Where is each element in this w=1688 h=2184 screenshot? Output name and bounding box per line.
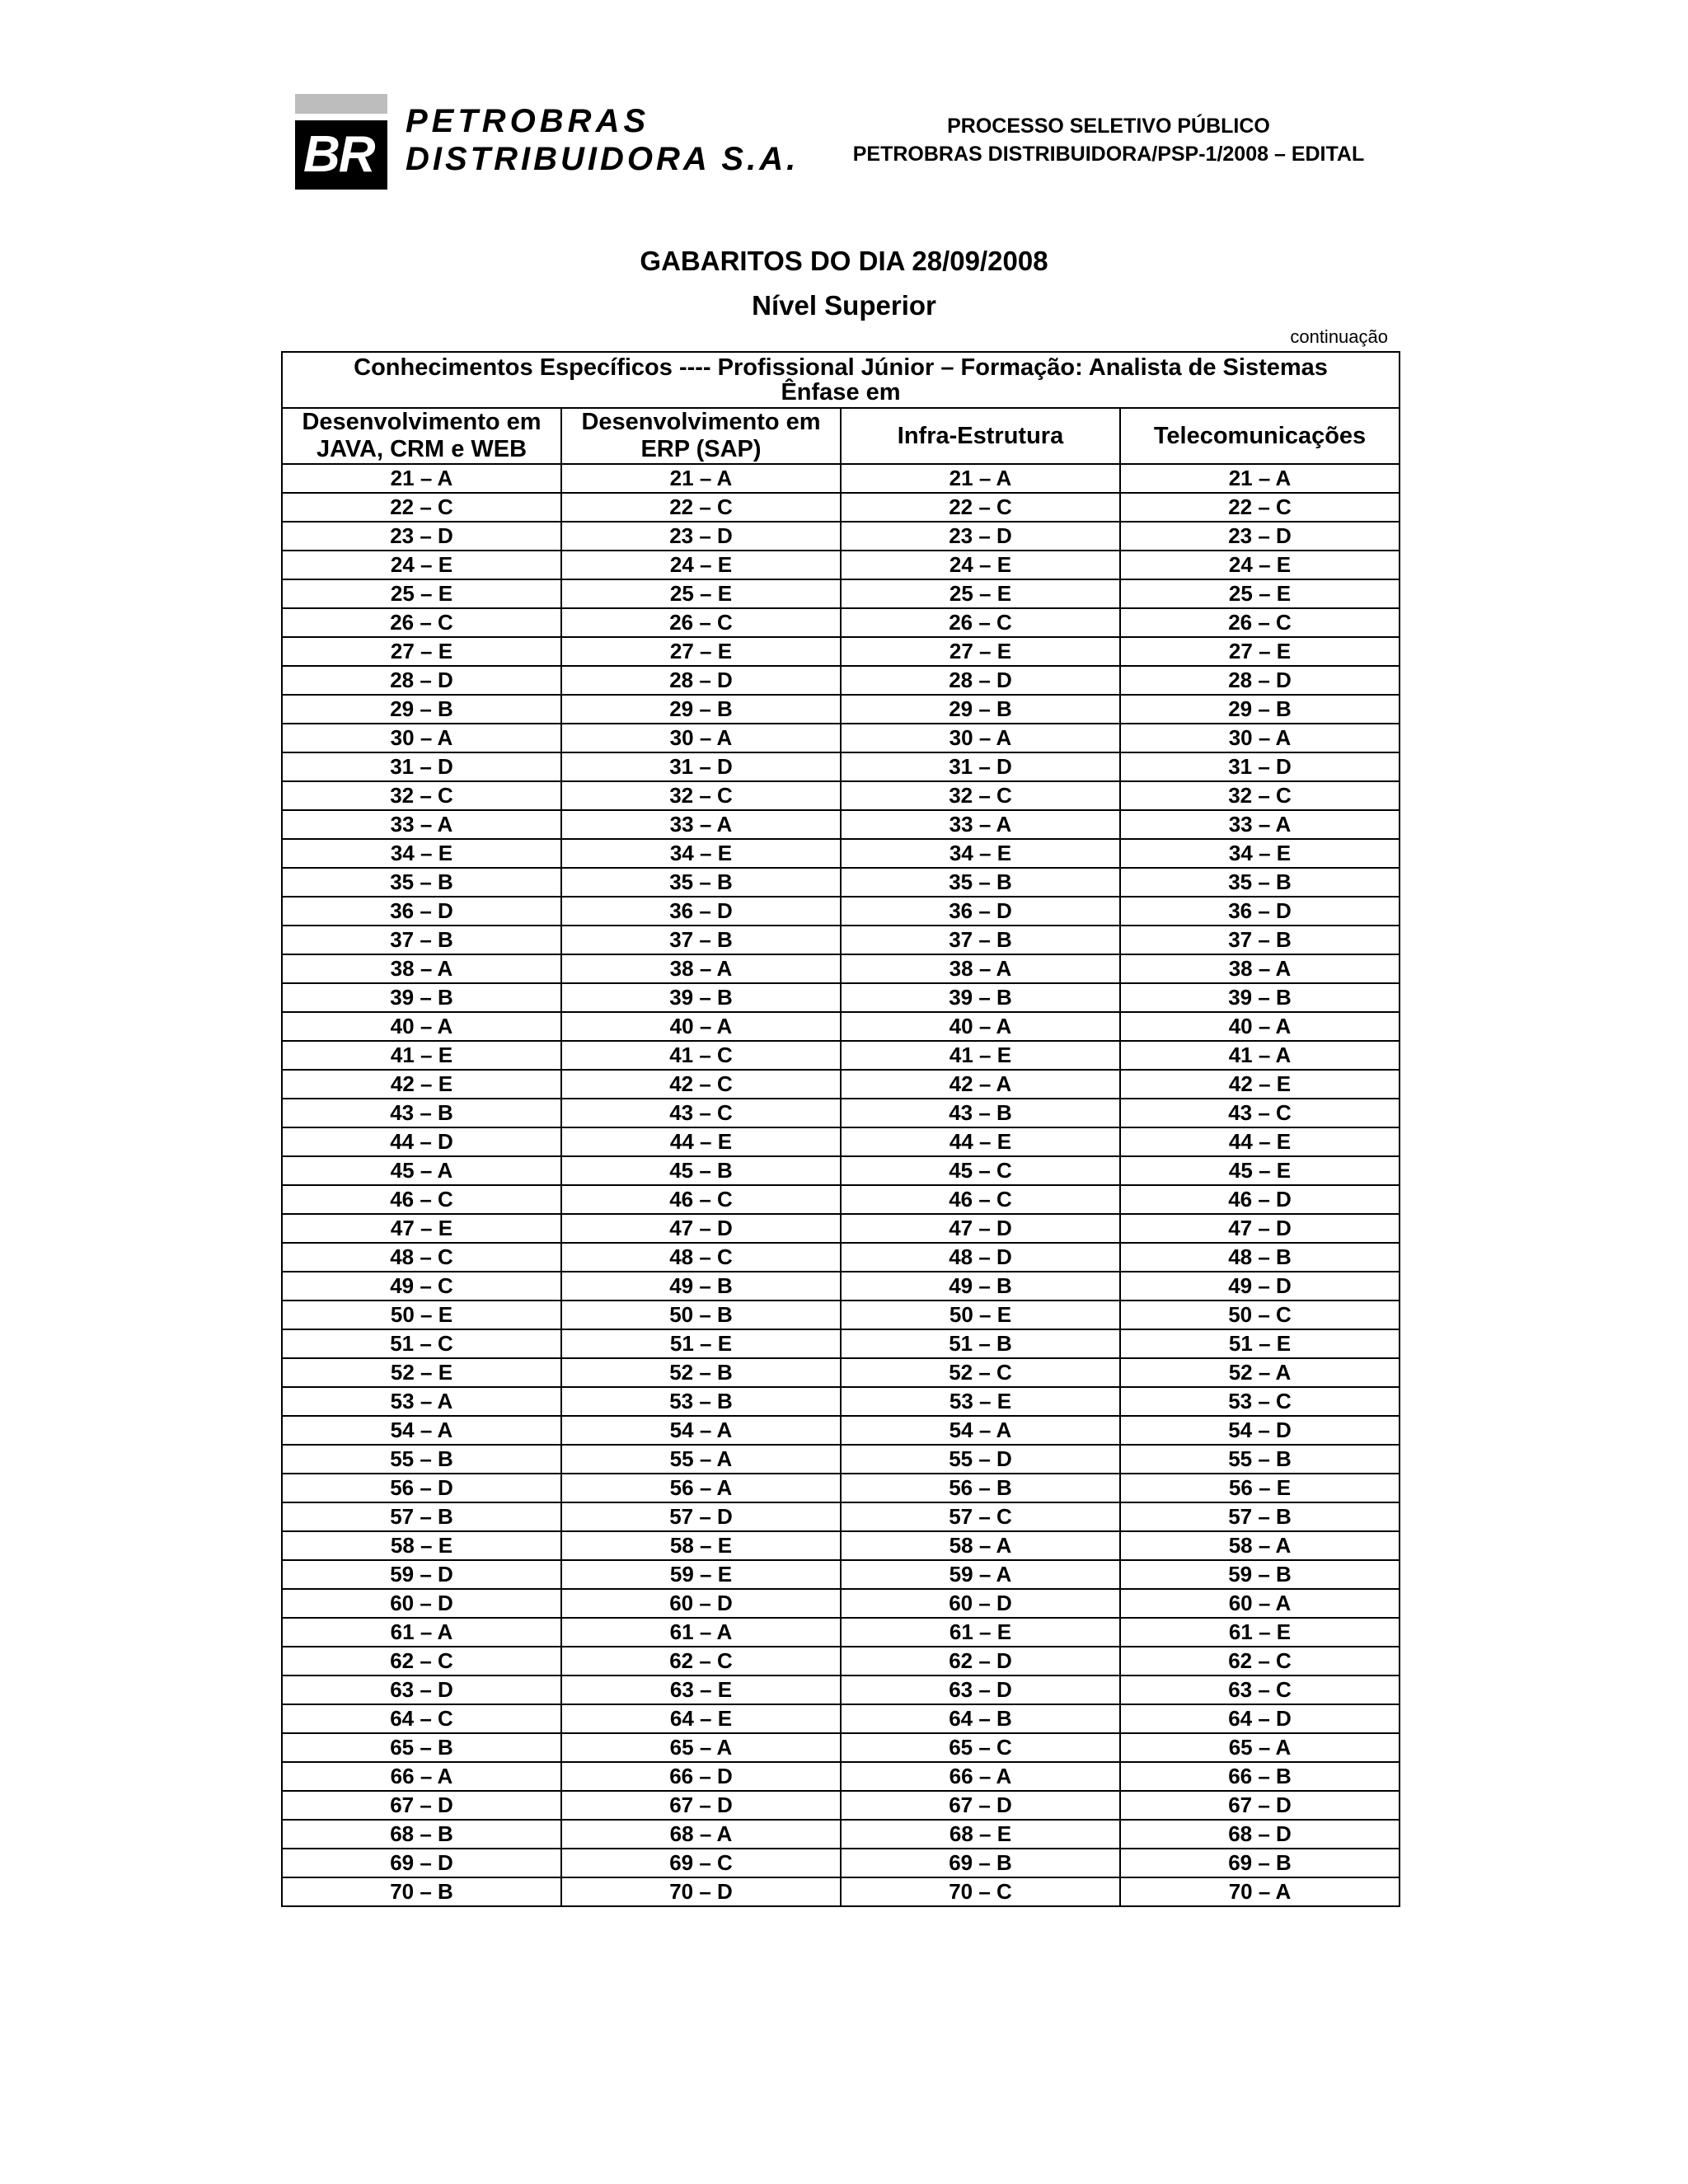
table-row [282,1474,1400,1502]
table-row [282,1618,1400,1647]
answer-cell: 46 – C [561,1185,841,1214]
answer-cell: 55 – B [1120,1445,1400,1474]
answer-cell: 50 – E [282,1301,561,1329]
table-row [282,724,1400,752]
answer-cell: 36 – D [1120,897,1400,926]
answer-cell: 43 – C [1120,1099,1400,1127]
answer-cell: 66 – A [282,1762,561,1791]
answer-cell: 25 – E [282,579,561,608]
answer-cell: 65 – B [282,1733,561,1762]
column-header-line1: Desenvolvimento em [581,409,821,435]
answer-cell: 41 – E [841,1041,1120,1070]
group-header-cell [282,352,1400,408]
answer-cell: 27 – E [282,637,561,666]
answer-cell: 23 – D [561,522,841,551]
logo-gray-bar [295,94,387,114]
br-logo-text: BR [303,126,374,183]
answer-cell: 41 – A [1120,1041,1400,1070]
answer-cell: 68 – B [282,1820,561,1849]
answer-cell: 70 – A [1120,1877,1400,1906]
answer-cell: 53 – E [841,1387,1120,1416]
column-header-line2: JAVA, CRM e WEB [316,436,528,462]
table-row [282,1877,1400,1906]
answer-cell: 37 – B [841,926,1120,954]
answer-cell: 61 – A [561,1618,841,1647]
answer-cell: 52 – C [841,1358,1120,1387]
table-row [282,1647,1400,1675]
answer-cell: 38 – A [841,954,1120,983]
answer-cell: 34 – E [561,839,841,868]
answer-cell: 45 – A [282,1156,561,1185]
answer-cell: 28 – D [282,666,561,695]
table-row [282,464,1400,493]
answer-cell: 68 – A [561,1820,841,1849]
process-header-line2: PETROBRAS DISTRIBUIDORA/PSP-1/2008 – EDITAL [852,143,1365,166]
answer-cell: 31 – D [841,752,1120,781]
page-subtitle: Nível Superior [752,290,936,321]
answer-cell: 59 – A [841,1560,1120,1589]
answer-cell: 34 – E [282,839,561,868]
answer-cell: 40 – A [561,1012,841,1041]
answer-cell: 23 – D [1120,522,1400,551]
column-header-3 [841,408,1120,464]
answer-cell: 65 – A [1120,1733,1400,1762]
group-header-line1: Conhecimentos Específicos ---- Profissional Júnior – Formação: Analista de Sistemas [354,354,1328,381]
answer-cell: 58 – E [282,1531,561,1560]
answer-cell: 58 – E [561,1531,841,1560]
table-row [282,1099,1400,1127]
answer-cell: 67 – D [1120,1791,1400,1820]
answer-cell: 64 – B [841,1704,1120,1733]
answer-cell: 69 – D [282,1849,561,1877]
table-row [282,1070,1400,1099]
answer-cell: 50 – E [841,1301,1120,1329]
table-row [282,666,1400,695]
table-row [282,839,1400,868]
answer-cell: 35 – B [1120,868,1400,897]
table-row [282,1560,1400,1589]
answer-cell: 53 – B [561,1387,841,1416]
answer-cell: 47 – D [561,1214,841,1243]
answer-cell: 29 – B [282,695,561,724]
table-row [282,1301,1400,1329]
answer-cell: 66 – B [1120,1762,1400,1791]
answer-cell: 62 – C [561,1647,841,1675]
answer-cell: 28 – D [841,666,1120,695]
answer-cell: 21 – A [841,464,1120,493]
answer-cell: 24 – E [282,551,561,579]
answer-cell: 32 – C [561,781,841,810]
column-header-line1: Telecomunicações [1153,422,1367,449]
answer-cell: 46 – C [282,1185,561,1214]
answer-cell: 34 – E [841,839,1120,868]
group-header-row [282,352,1400,408]
table-row [282,1762,1400,1791]
answer-cell: 30 – A [841,724,1120,752]
table-row [282,579,1400,608]
table-row [282,1387,1400,1416]
answer-cell: 43 – C [561,1099,841,1127]
answer-cell: 60 – D [561,1589,841,1618]
table-row [282,1127,1400,1156]
answer-cell: 59 – B [1120,1560,1400,1589]
answer-cell: 32 – C [282,781,561,810]
table-row [282,1358,1400,1387]
petrobras-logo [295,94,799,193]
answer-cell: 40 – A [841,1012,1120,1041]
answer-cell: 57 – D [561,1502,841,1531]
answer-cell: 42 – A [841,1070,1120,1099]
answer-cell: 37 – B [1120,926,1400,954]
table-row [282,695,1400,724]
answer-cell: 57 – B [1120,1502,1400,1531]
answer-cell: 38 – A [561,954,841,983]
answer-cell: 51 – B [841,1329,1120,1358]
table-row [282,1214,1400,1243]
answer-cell: 42 – C [561,1070,841,1099]
answer-cell: 59 – D [282,1560,561,1589]
logo-company-name [406,102,799,178]
answer-cell: 36 – D [282,897,561,926]
answer-cell: 60 – D [282,1589,561,1618]
table-row [282,637,1400,666]
answer-cell: 67 – D [561,1791,841,1820]
answer-cell: 24 – E [561,551,841,579]
table-row [282,1820,1400,1849]
answer-cell: 70 – D [561,1877,841,1906]
table-row [282,1791,1400,1820]
answer-cell: 66 – D [561,1762,841,1791]
answer-cell: 67 – D [282,1791,561,1820]
answer-cell: 40 – A [282,1012,561,1041]
answer-cell: 39 – B [282,983,561,1012]
table-row [282,493,1400,522]
table-row [282,1416,1400,1445]
answer-cell: 22 – C [561,493,841,522]
answer-cell: 24 – E [841,551,1120,579]
answer-cell: 62 – C [1120,1647,1400,1675]
answer-cell: 49 – B [841,1272,1120,1301]
answer-cell: 37 – B [282,926,561,954]
table-row [282,1185,1400,1214]
table-row [282,1704,1400,1733]
logo-name-line2: DISTRIBUIDORA S.A. [406,141,799,177]
answer-cell: 30 – A [1120,724,1400,752]
answer-cell: 52 – E [282,1358,561,1387]
answer-cell: 31 – D [1120,752,1400,781]
answer-cell: 29 – B [561,695,841,724]
answer-cell: 56 – A [561,1474,841,1502]
answer-cell: 26 – C [841,608,1120,637]
answer-cell: 21 – A [561,464,841,493]
answer-cell: 31 – D [282,752,561,781]
answer-cell: 49 – D [1120,1272,1400,1301]
answer-cell: 33 – A [561,810,841,839]
answer-cell: 21 – A [1120,464,1400,493]
answer-cell: 43 – B [841,1099,1120,1127]
column-header-line1: Desenvolvimento em [302,409,542,435]
answer-cell: 57 – B [282,1502,561,1531]
answer-cell: 30 – A [282,724,561,752]
column-header-2 [561,408,841,464]
answer-cell: 30 – A [561,724,841,752]
table-row [282,1445,1400,1474]
table-row [282,1589,1400,1618]
answer-cell: 23 – D [841,522,1120,551]
answer-cell: 37 – B [561,926,841,954]
answer-cell: 54 – A [561,1416,841,1445]
answer-cell: 33 – A [841,810,1120,839]
answer-cell: 57 – C [841,1502,1120,1531]
answer-cell: 61 – E [1120,1618,1400,1647]
answer-cell: 39 – B [561,983,841,1012]
answer-cell: 60 – A [1120,1589,1400,1618]
answer-cell: 27 – E [561,637,841,666]
answer-cell: 55 – B [282,1445,561,1474]
continuation-note: continuação [1290,326,1388,347]
table-row [282,1329,1400,1358]
answer-cell: 50 – B [561,1301,841,1329]
table-row [282,926,1400,954]
answer-cell: 54 – D [1120,1416,1400,1445]
answer-cell: 44 – E [841,1127,1120,1156]
answer-cell: 56 – E [1120,1474,1400,1502]
answer-cell: 46 – D [1120,1185,1400,1214]
table-row [282,522,1400,551]
column-header-1 [282,408,561,464]
answer-cell: 47 – E [282,1214,561,1243]
answer-cell: 25 – E [561,579,841,608]
answer-cell: 33 – A [282,810,561,839]
answer-cell: 55 – A [561,1445,841,1474]
logo-name-line1: PETROBRAS [406,103,650,139]
process-header [791,112,1426,168]
answer-cell: 27 – E [1120,637,1400,666]
answer-cell: 46 – C [841,1185,1120,1214]
answer-cell: 56 – D [282,1474,561,1502]
answer-cell: 54 – A [841,1416,1120,1445]
answer-cell: 26 – C [282,608,561,637]
answer-cell: 35 – B [841,868,1120,897]
table-row [282,1733,1400,1762]
answer-cell: 42 – E [1120,1070,1400,1099]
answer-cell: 44 – E [1120,1127,1400,1156]
answer-cell: 59 – E [561,1560,841,1589]
answer-cell: 35 – B [282,868,561,897]
answer-cell: 32 – C [841,781,1120,810]
table-row [282,1531,1400,1560]
answer-cell: 41 – E [282,1041,561,1070]
answer-cell: 65 – A [561,1733,841,1762]
answer-cell: 65 – C [841,1733,1120,1762]
answer-cell: 23 – D [282,522,561,551]
answer-cell: 29 – B [841,695,1120,724]
answer-cell: 34 – E [1120,839,1400,868]
answer-cell: 31 – D [561,752,841,781]
answer-cell: 68 – D [1120,1820,1400,1849]
table-row [282,1243,1400,1272]
answer-cell: 50 – C [1120,1301,1400,1329]
table-row [282,1041,1400,1070]
answer-cell: 58 – A [1120,1531,1400,1560]
answer-cell: 51 – E [561,1329,841,1358]
answer-cell: 45 – E [1120,1156,1400,1185]
answer-cell: 52 – B [561,1358,841,1387]
answer-cell: 44 – E [561,1127,841,1156]
table-row [282,954,1400,983]
answer-cell: 26 – C [1120,608,1400,637]
table-row [282,1156,1400,1185]
answer-cell: 27 – E [841,637,1120,666]
answer-cell: 64 – C [282,1704,561,1733]
answer-cell: 21 – A [282,464,561,493]
answer-cell: 70 – C [841,1877,1120,1906]
table-row [282,551,1400,579]
answer-cell: 45 – C [841,1156,1120,1185]
answer-cell: 38 – A [1120,954,1400,983]
answer-cell: 51 – C [282,1329,561,1358]
answer-cell: 63 – E [561,1675,841,1704]
answer-cell: 22 – C [1120,493,1400,522]
answer-cell: 66 – A [841,1762,1120,1791]
column-header-line2: ERP (SAP) [640,436,762,462]
answer-cell: 69 – C [561,1849,841,1877]
answer-cell: 48 – C [561,1243,841,1272]
answer-cell: 58 – A [841,1531,1120,1560]
answer-cell: 28 – D [561,666,841,695]
answer-cell: 61 – E [841,1618,1120,1647]
answer-cell: 64 – D [1120,1704,1400,1733]
answer-cell: 35 – B [561,868,841,897]
answer-cell: 60 – D [841,1589,1120,1618]
answer-cell: 63 – D [841,1675,1120,1704]
answer-cell: 44 – D [282,1127,561,1156]
answer-cell: 45 – B [561,1156,841,1185]
table-row [282,810,1400,839]
answer-cell: 38 – A [282,954,561,983]
table-row [282,1012,1400,1041]
answer-cell: 53 – C [1120,1387,1400,1416]
answer-cell: 68 – E [841,1820,1120,1849]
answer-cell: 69 – B [841,1849,1120,1877]
answer-cell: 36 – D [561,897,841,926]
answer-cell: 61 – A [282,1618,561,1647]
answer-cell: 39 – B [841,983,1120,1012]
answer-cell: 49 – B [561,1272,841,1301]
table-row [282,781,1400,810]
answer-cell: 47 – D [1120,1214,1400,1243]
answer-cell: 48 – D [841,1243,1120,1272]
br-logo-mark [295,120,387,190]
answer-cell: 52 – A [1120,1358,1400,1387]
answer-cell: 29 – B [1120,695,1400,724]
column-header-row [282,408,1400,464]
answer-cell: 62 – D [841,1647,1120,1675]
answer-cell: 36 – D [841,897,1120,926]
answer-cell: 51 – E [1120,1329,1400,1358]
table-row [282,1675,1400,1704]
table-row [282,1849,1400,1877]
answer-cell: 63 – C [1120,1675,1400,1704]
answer-cell: 49 – C [282,1272,561,1301]
table-row [282,608,1400,637]
answer-rows [282,464,1400,1906]
table-row [282,897,1400,926]
answer-cell: 33 – A [1120,810,1400,839]
answer-cell: 32 – C [1120,781,1400,810]
answer-cell: 39 – B [1120,983,1400,1012]
answer-cell: 55 – D [841,1445,1120,1474]
answer-cell: 48 – C [282,1243,561,1272]
answer-cell: 22 – C [841,493,1120,522]
answer-cell: 25 – E [1120,579,1400,608]
answer-cell: 22 – C [282,493,561,522]
answer-cell: 54 – A [282,1416,561,1445]
answer-cell: 43 – B [282,1099,561,1127]
answer-cell: 24 – E [1120,551,1400,579]
answer-cell: 47 – D [841,1214,1120,1243]
answer-cell: 28 – D [1120,666,1400,695]
answer-cell: 26 – C [561,608,841,637]
answer-cell: 62 – C [282,1647,561,1675]
answer-cell: 42 – E [282,1070,561,1099]
table-row [282,868,1400,897]
answer-cell: 48 – B [1120,1243,1400,1272]
answer-cell: 56 – B [841,1474,1120,1502]
answer-key-table [281,351,1400,1907]
answer-cell: 67 – D [841,1791,1120,1820]
table-row [282,752,1400,781]
answer-cell: 70 – B [282,1877,561,1906]
answer-cell: 40 – A [1120,1012,1400,1041]
answer-cell: 25 – E [841,579,1120,608]
answer-cell: 69 – B [1120,1849,1400,1877]
table-row [282,1272,1400,1301]
process-header-line1: PROCESSO SELETIVO PÚBLICO [947,115,1270,138]
column-header-line1: Infra-Estrutura [897,422,1064,449]
group-header-line2: Ênfase em [781,379,901,405]
answer-cell: 41 – C [561,1041,841,1070]
table-row [282,983,1400,1012]
answer-cell: 53 – A [282,1387,561,1416]
column-header-4 [1120,408,1400,464]
table-row [282,1502,1400,1531]
page-title: GABARITOS DO DIA 28/09/2008 [640,246,1048,276]
answer-cell: 63 – D [282,1675,561,1704]
answer-cell: 64 – E [561,1704,841,1733]
